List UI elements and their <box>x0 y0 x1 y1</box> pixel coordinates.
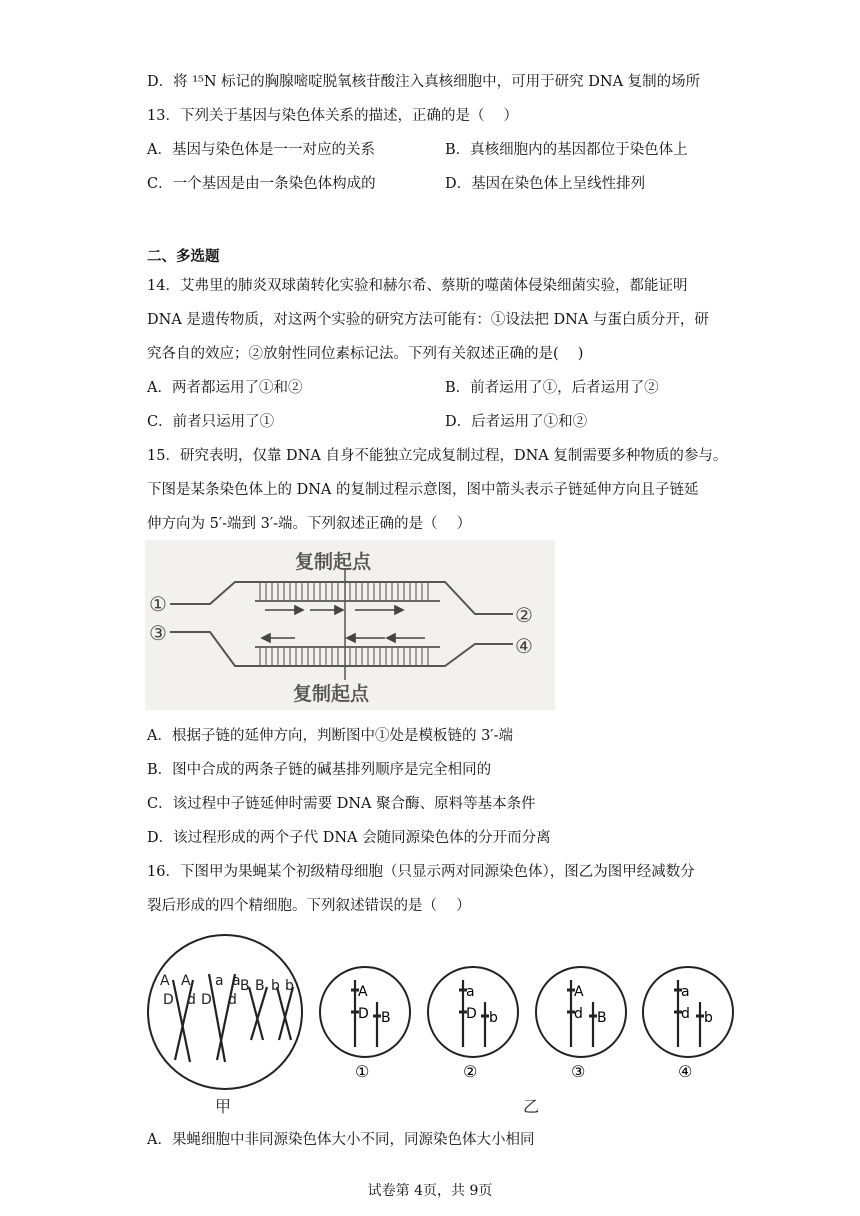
sperm-cell-3 <box>536 967 626 1081</box>
gene-label-a3: a <box>215 973 224 989</box>
q14-stem-line3: 究各自的效应；②放射性同位素标记法。下列有关叙述正确的是( ) <box>147 346 584 362</box>
marker-2: ② <box>515 603 533 627</box>
cell1-gene2: D <box>358 1006 369 1022</box>
q13-option-d: D．基因在染色体上呈线性排列 <box>445 176 646 192</box>
cell3-gene1: A <box>574 984 584 1000</box>
q13-option-a: A．基因与染色体是一一对应的关系 <box>147 142 375 158</box>
cell4-gene1: a <box>681 984 690 1000</box>
q15-option-c: C．该过程中子链延伸时需要 DNA 聚合酶、原料等基本条件 <box>147 796 536 812</box>
cell3-gene3: B <box>597 1010 607 1026</box>
q16-stem-line1: 16．下图甲为果蝇某个初级精母细胞（只显示两对同源染色体），图乙为图甲经减数分 <box>147 864 695 880</box>
cell1-number: ① <box>355 1062 370 1081</box>
q14-option-a: A．两者都运用了①和② <box>147 380 303 396</box>
cell1-gene3: B <box>381 1010 391 1026</box>
q14-option-b: B．前者运用了①，后者运用了② <box>445 380 659 396</box>
q13-option-b: B．真核细胞内的基因都位于染色体上 <box>445 142 688 158</box>
cell2-number: ② <box>463 1062 478 1081</box>
q15-option-a: A．根据子链的延伸方向，判断图中①处是模板链的 3′-端 <box>147 728 513 744</box>
label-jia: 甲 <box>215 1097 232 1116</box>
sperm-cell-4 <box>643 967 733 1081</box>
sperm-cell-1 <box>320 967 410 1081</box>
cell4-gene3: b <box>704 1010 713 1026</box>
gene-label-b4: b <box>285 978 294 994</box>
q15-stem-line2: 下图是某条染色体上的 DNA 的复制过程示意图，图中箭头表示子链延伸方向且子链延 <box>147 482 699 498</box>
gene-label-b3: b <box>271 978 280 994</box>
gene-label-d4: d <box>228 992 237 1008</box>
cell3-gene2: d <box>574 1006 583 1022</box>
meiosis-figure <box>145 932 745 1122</box>
gene-label-b1: B <box>240 978 250 994</box>
cell1-gene1: A <box>358 984 368 1000</box>
marker-1: ① <box>149 592 167 616</box>
gene-label-d1: D <box>163 992 174 1008</box>
marker-4: ④ <box>515 634 533 658</box>
gene-label-d3: D <box>201 992 212 1008</box>
gene-label-a4: a <box>232 973 241 989</box>
cell2-gene1: a <box>466 984 475 1000</box>
primary-spermatocyte-cell <box>148 935 302 1089</box>
gene-label-a1: A <box>160 973 170 989</box>
q15-option-b: B．图中合成的两条子链的碱基排列顺序是完全相同的 <box>147 762 492 778</box>
cell2-gene2: D <box>466 1006 477 1022</box>
q16-stem-line2: 裂后形成的四个精细胞。下列叙述错误的是（ ） <box>147 898 471 914</box>
section-title: 二、多选题 <box>147 248 220 265</box>
q13-option-c: C．一个基因是由一条染色体构成的 <box>147 176 376 192</box>
replication-origin-bottom-label: 复制起点 <box>293 683 370 705</box>
cell2-gene3: b <box>489 1010 498 1026</box>
gene-label-b2: B <box>255 978 265 994</box>
q14-option-d: D．后者运用了①和② <box>445 414 588 430</box>
page-footer: 试卷第 4页，共 9页 <box>367 1183 493 1199</box>
q12-option-d: D．将 ¹⁵N 标记的胸腺嘧啶脱氧核苷酸注入真核细胞中，可用于研究 DNA 复制的场所 <box>147 74 701 90</box>
q15-stem-line3: 伸方向为 5′-端到 3′-端。下列叙述正确的是（ ） <box>147 516 472 532</box>
q15-option-d: D．该过程形成的两个子代 DNA 会随同源染色体的分开而分离 <box>147 830 551 846</box>
dna-replication-figure <box>145 540 555 710</box>
q15-stem-line1: 15．研究表明，仅靠 DNA 自身不能独立完成复制过程，DNA 复制需要多种物质的参与。 <box>147 448 728 464</box>
label-yi: 乙 <box>523 1097 540 1116</box>
gene-label-a2: A <box>181 973 191 989</box>
gene-label-d2: d <box>187 992 196 1008</box>
cell4-gene2: d <box>681 1006 690 1022</box>
sperm-cell-2 <box>428 967 518 1081</box>
replication-origin-top-label: 复制起点 <box>295 551 372 573</box>
cell3-number: ③ <box>571 1062 586 1081</box>
q14-stem-line1: 14．艾弗里的肺炎双球菌转化实验和赫尔希、蔡斯的噬菌体侵染细菌实验，都能证明 <box>147 278 688 294</box>
marker-3: ③ <box>149 621 167 645</box>
q14-stem-line2: DNA 是遗传物质，对这两个实验的研究方法可能有：①设法把 DNA 与蛋白质分开，研 <box>147 312 709 328</box>
q13-stem: 13．下列关于基因与染色体关系的描述，正确的是（ ） <box>147 108 519 124</box>
q14-option-c: C．前者只运用了① <box>147 414 275 430</box>
cell4-number: ④ <box>678 1062 693 1081</box>
q16-option-a: A．果蝇细胞中非同源染色体大小不同，同源染色体大小相同 <box>147 1132 535 1148</box>
